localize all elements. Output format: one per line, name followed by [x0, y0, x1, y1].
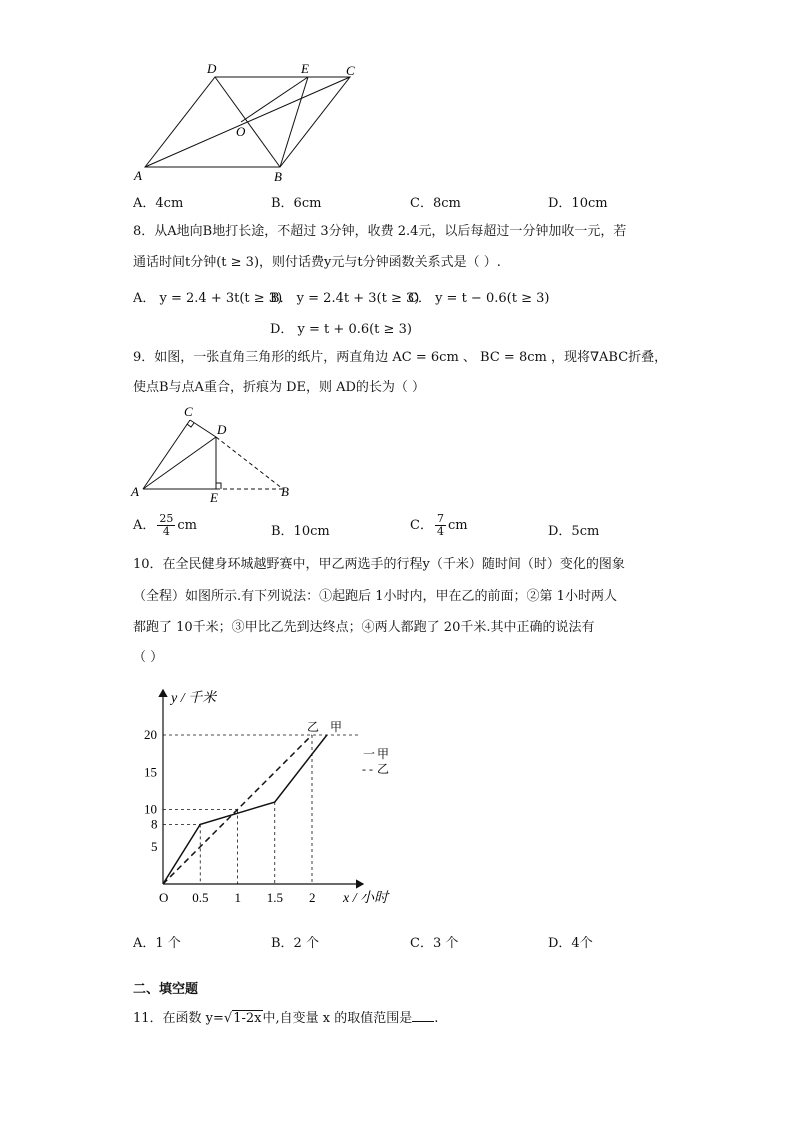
line-end-label-yi: 乙 — [307, 720, 320, 734]
q11-radicand: 1-2x — [233, 1011, 262, 1026]
label-D: D — [217, 422, 227, 437]
origin-label: O — [159, 890, 169, 905]
q8-option-d[interactable]: D． y = t + 0.6(t ≥ 3) — [270, 322, 412, 337]
q9-option-c-prefix: C． — [410, 518, 433, 533]
y-axis-label: y / 千米 — [171, 691, 217, 706]
q8-option-a[interactable]: A． y = 2.4 + 3t(t ≥ 3) — [133, 291, 283, 306]
q8-option-b[interactable]: B． y = 2.4t + 3(t ≥ 3) — [270, 291, 420, 306]
legend-label-yi: 乙 — [377, 762, 390, 776]
x-tick-label: 0.5 — [192, 890, 209, 905]
q9-option-b[interactable]: B．10cm — [271, 524, 330, 539]
q10-option-d[interactable]: D．4个 — [548, 936, 593, 951]
legend-mark-jia: 一 — [363, 747, 376, 761]
q11-prefix: 11．在函数 y= — [133, 1011, 224, 1026]
q9-option-a-numerator: 25 — [159, 512, 174, 525]
parallelogram-figure — [130, 60, 370, 185]
right-triangle-figure — [128, 402, 303, 504]
x-tick-label: 2 — [309, 890, 316, 905]
q7-option-b[interactable]: B．6cm — [271, 196, 322, 211]
label-A: A — [131, 484, 139, 499]
q9-option-c[interactable] — [410, 513, 468, 538]
q9-option-a-unit: cm — [177, 518, 197, 533]
q10-option-c[interactable]: C．3 个 — [410, 936, 459, 951]
q7-option-a[interactable]: A．4cm — [133, 196, 184, 211]
q9-option-c-fraction — [435, 513, 446, 538]
q9-option-c-unit: cm — [447, 518, 468, 533]
q8-option-c[interactable]: C． y = t − 0.6(t ≥ 3) — [408, 291, 550, 306]
q10-line-3: 都跑了 10千米；③甲比乙先到达终点；④两人都跑了 20千米.其中正确的说法有 — [133, 620, 595, 635]
q10-line-2: （全程）如图所示.有下列说法：①起跑后 1小时内，甲在乙的前面；②第 1小时两人 — [133, 589, 617, 604]
q10-line-4: （ ） — [133, 650, 164, 665]
q11-line — [133, 1009, 438, 1029]
x-tick-label: 1.5 — [266, 890, 283, 905]
q9-option-a-prefix: A． — [133, 518, 156, 533]
label-C: C — [184, 404, 193, 419]
q11-end: . — [434, 1011, 439, 1026]
q7-option-d[interactable]: D．10cm — [548, 196, 608, 211]
y-tick-label: 20 — [144, 727, 157, 742]
section-title: 二、填空题 — [133, 982, 199, 997]
q8-line-2: 通话时间t分钟(t ≥ 3)，则付话费y元与t分钟函数关系式是（ ）. — [133, 255, 501, 270]
q8-line-1: 8．从A地向B地打长途，不超过 3分钟，收费 2.4元，以后每超过一分钟加收一元，若 — [133, 224, 627, 239]
q9-line-1: 9．如图，一张直角三角形的纸片，两直角边 AC = 6cm 、 BC = 8cm ，现将∇ABC折叠， — [133, 350, 668, 365]
y-tick-label: 8 — [151, 816, 158, 832]
line-end-label-jia: 甲 — [330, 720, 343, 734]
answer-blank[interactable] — [412, 1009, 434, 1022]
y-tick-label: 5 — [151, 838, 158, 854]
sqrt-sign: √ — [223, 1011, 233, 1026]
q11-suffix: 中,自变量 x 的取值范围是 — [262, 1011, 413, 1026]
label-E: E — [210, 490, 218, 504]
legend-label-jia: 甲 — [377, 747, 390, 761]
label-A: A — [134, 168, 142, 183]
q7-option-c[interactable]: C．8cm — [410, 196, 461, 211]
q9-option-a-fraction — [157, 513, 175, 538]
legend-mark-yi: - - — [362, 762, 373, 776]
label-C: C — [346, 63, 355, 78]
q9-option-d[interactable]: D．5cm — [548, 524, 600, 539]
label-B: B — [281, 484, 289, 499]
q10-option-a[interactable]: A．1 个 — [133, 936, 181, 951]
q10-line-1: 10．在全民健身环城越野赛中，甲乙两选手的行程y（千米）随时间（时）变化的图象 — [133, 557, 625, 572]
x-axis-label: x / 小时 — [343, 891, 389, 906]
y-tick-label: 10 — [144, 801, 157, 817]
q10-option-b[interactable]: B．2 个 — [271, 936, 319, 951]
label-D: D — [207, 61, 217, 76]
q9-option-c-numerator: 7 — [436, 512, 444, 525]
q9-line-2: 使点B与点A重合，折痕为 DE，则 AD的长为（ ） — [133, 380, 426, 395]
label-B: B — [274, 169, 282, 184]
q9-option-c-denominator: 4 — [436, 525, 444, 538]
q9-option-a-denominator: 4 — [162, 525, 170, 538]
y-tick-label: 15 — [144, 764, 157, 780]
distance-time-chart — [135, 680, 415, 915]
series-line-1 — [163, 735, 312, 884]
label-E: E — [301, 61, 309, 76]
x-tick-label: 1 — [234, 890, 241, 905]
label-O: O — [236, 124, 246, 139]
q9-option-a[interactable] — [133, 513, 197, 538]
